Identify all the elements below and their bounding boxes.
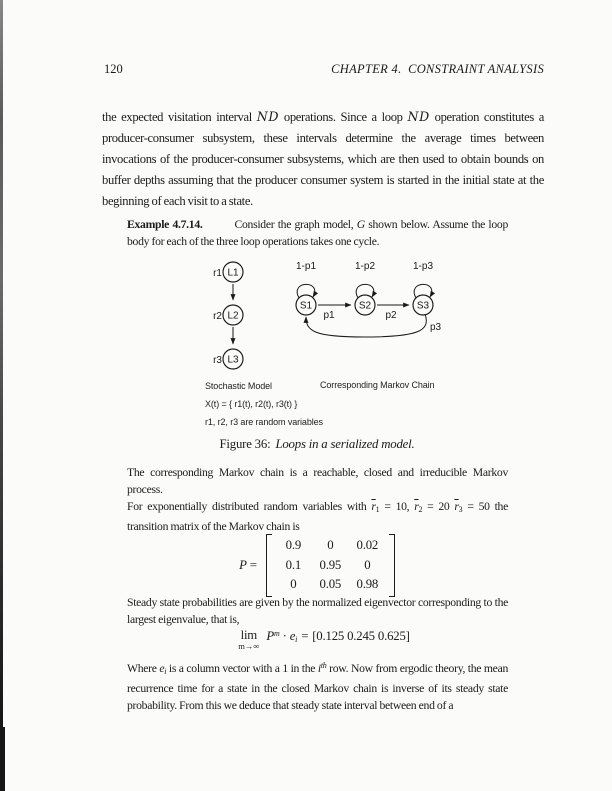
self-loop-s1	[297, 284, 315, 298]
text-segment: is a column vector with a 1 in the	[166, 662, 318, 675]
markov-chain-group	[296, 261, 442, 337]
equation-p: P	[266, 629, 275, 643]
limit-subscript: m→∞	[238, 641, 260, 651]
text-segment: Consider the graph model,	[234, 218, 357, 231]
self-loop-label-s3: 1-p3	[412, 261, 434, 272]
transition-matrix	[275, 534, 386, 597]
equation-equals: =	[301, 629, 309, 643]
self-loop-s3	[414, 284, 432, 298]
matrix-cell: 0.05	[319, 577, 342, 591]
steady-state-equation	[127, 629, 507, 651]
stochastic-model-group	[213, 262, 243, 369]
matrix-cell: 0.9	[285, 538, 302, 552]
matrix-cell: 0	[364, 557, 371, 572]
figure-caption	[127, 437, 507, 452]
node-label-l2: L2	[227, 310, 239, 322]
text-segment: the expected visitation interval	[102, 110, 257, 124]
transition-label-p3: p3	[430, 322, 442, 333]
text-segment: = 50 the transition matrix of the Markov chain is	[127, 500, 508, 533]
text-segment: = 10,	[379, 500, 415, 513]
exponential-paragraph	[127, 498, 508, 535]
text-segment: operation constitutes a producer-consumer subsystem, these intervals determine the average times between invocations of the producer-consumer subsystems, which are then used to obtain bounds on buffer depths assuming that the producer consumer system is started in the initial state at the beginning of each visit to a state.	[102, 110, 544, 208]
figure-caption-label: Figure 36:	[219, 437, 271, 451]
figure-diagram	[193, 253, 453, 377]
limit-operator	[238, 629, 259, 651]
self-loop-s2	[356, 284, 374, 298]
text-segment: e	[159, 662, 165, 675]
text-segment: th	[320, 661, 327, 670]
matrix-bracket-left	[266, 534, 272, 597]
self-loop-label-s2: 1-p2	[354, 261, 376, 272]
equation-dot: ·	[282, 629, 287, 643]
text-segment: i	[317, 662, 321, 675]
text-segment: 2	[418, 505, 423, 514]
equation-result-vector: [0.125 0.245 0.625]	[312, 629, 410, 643]
matrix-equals: =	[249, 557, 257, 572]
node-label-l3: L3	[227, 354, 239, 366]
self-loop-label-s1: 1-p1	[295, 261, 317, 272]
text-segment: = 20	[422, 500, 455, 513]
equation-body	[266, 629, 409, 644]
text-segment: ND	[407, 109, 430, 124]
text-segment: $\overline{r}$	[371, 500, 376, 513]
matrix-cell: 0	[290, 577, 297, 591]
state-equation: X(t) = { r1(t), r2(t), r3(t) }	[205, 399, 298, 409]
equation-p-exponent: m	[274, 629, 280, 638]
text-segment: row. Now from ergodic theory, the mean recurrence time for a state in the closed Markov chain is inverse of its steady state probability. From this we deduce that steady state interval between end of a	[127, 662, 508, 712]
text-segment: shown below. Assume the loop body for each of the three loop operations takes one cycle.	[127, 218, 508, 248]
matrix-cell: 0.98	[356, 577, 379, 591]
text-segment: i	[164, 667, 167, 676]
state-label-s1: S1	[299, 300, 313, 312]
equation-e-subscript: i	[295, 635, 298, 644]
matrix-symbol-p: P	[239, 557, 247, 572]
text-segment: $\overline{r}$	[454, 500, 459, 513]
stochastic-model-caption: Stochastic Model	[205, 381, 272, 391]
random-variables-note: r1, r2, r3 are random variables	[205, 417, 323, 427]
page-header	[104, 62, 544, 77]
ergodic-paragraph	[127, 657, 508, 714]
text-segment: For exponentially distributed random variables with	[127, 500, 372, 513]
matrix-bracket-right	[389, 534, 395, 597]
example-label: Example 4.7.14.	[127, 218, 203, 231]
rate-label-r2: r2	[213, 311, 222, 322]
text-segment: G	[356, 218, 365, 231]
equation-e: e	[289, 629, 296, 643]
markov-process-paragraph: The corresponding Markov chain is a reachable, closed and irreducible Markov process.	[127, 466, 508, 496]
rate-label-r1: r1	[213, 268, 222, 279]
matrix-cell: 0.02	[356, 538, 379, 552]
transition-label-p2: p2	[385, 310, 397, 321]
matrix-cell: 0.1	[285, 557, 302, 572]
markov-chain-caption: Corresponding Markov Chain	[320, 380, 435, 390]
rate-label-r3: r3	[213, 355, 222, 366]
text-segment: 1	[375, 505, 380, 514]
example-paragraph	[127, 216, 508, 250]
scan-edge-artifact-bottom	[0, 727, 5, 791]
text-segment: Where	[127, 662, 160, 675]
matrix-lhs	[239, 558, 257, 573]
scan-edge-artifact	[0, 0, 3, 791]
transition-label-p1: p1	[323, 310, 335, 321]
state-label-s2: S2	[358, 300, 372, 312]
text-segment: operations. Since a loop	[279, 110, 408, 124]
text-segment: 3	[458, 505, 463, 514]
matrix-cell: 0.95	[319, 557, 342, 572]
transition-matrix-equation	[127, 534, 507, 597]
chapter-header: CHAPTER 4. CONSTRAINT ANALYSIS	[331, 62, 544, 76]
text-segment: ND	[256, 109, 280, 124]
text-segment: $\overline{r}$	[414, 500, 419, 513]
intro-paragraph	[102, 106, 544, 212]
figure-caption-title: Loops in a serialized model.	[275, 437, 415, 451]
limit-word: lim	[240, 628, 258, 642]
matrix-cell: 0	[327, 538, 334, 552]
steady-state-paragraph: Steady state probabilities are given by the normalized eigenvector corresponding to the largest eigenvalue, that is,	[127, 596, 508, 626]
state-label-s3: S3	[416, 300, 430, 312]
page-number: 120	[104, 62, 123, 76]
node-label-l1: L1	[227, 267, 239, 279]
